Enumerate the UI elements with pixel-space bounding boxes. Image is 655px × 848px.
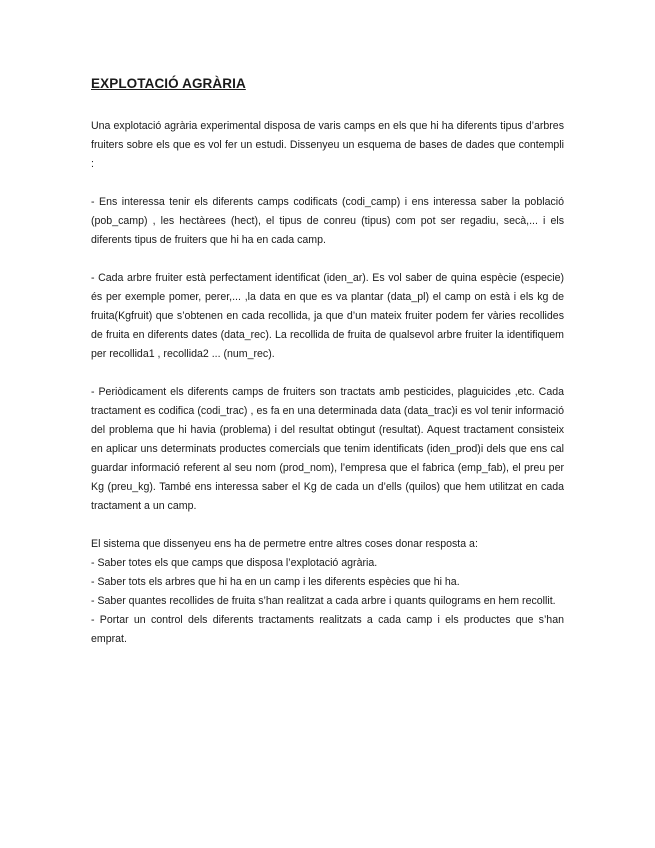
requirements-section [91,535,564,649]
paragraph-treatments: - Periòdicament els diferents camps de fruiters son tractats amb pesticides, plaguicides ,etc. Cada tractament es codifica (codi_trac) , es fa en una determinada data (data_trac)i es vol tenir informació del problema que hi havia (problema) i del resultat obtingut (resultat). Aquest tractament consisteix en aplicar uns determinats productes comercials que tenim identificats (iden_prod)i dels que ens cal guardar informació referent al seu nom (prod_nom), l’empresa que el fabrica (emp_fab), el preu per Kg (preu_kg). També ens interessa saber el Kg de cada un d’ells (quilos) que hem utilitzat en cada tractament a un camp. [91,386,564,512]
intro-paragraph: Una explotació agrària experimental disposa de varis camps en els que hi ha diferents tipus d’arbres fruiters sobre els que es vol fer un estudi. Dissenyeu un esquema de bases de dades que contempli : [91,120,564,170]
requirements-intro: El sistema que dissenyeu ens ha de permetre entre altres coses donar resposta a: [91,538,478,550]
requirement-item: - Portar un control dels diferents tractaments realitzats a cada camp i els productes que s’han emprat. [91,614,564,645]
paragraph-trees: - Cada arbre fruiter està perfectament identificat (iden_ar). Es vol saber de quina espècie (especie) és per exemple pomer, perer,... ,la data en que es va plantar (data_pl) el camp on està i els kg de fruita(Kgfruit) que s’obtenen en cada recollida, ja que d’un mateix fruiter podem fer vàries recollides de fruita en diferents dates (data_rec). La recollida de fruita de qualsevol arbre fruiter la identifiquem per recollida1 , recollida2 ... (num_rec). [91,272,564,360]
document-content [91,76,564,649]
requirement-item: - Saber tots els arbres que hi ha en un camp i les diferents espècies que hi ha. [91,576,460,588]
requirement-item: - Saber quantes recollides de fruita s’han realitzat a cada arbre i quants quilograms en hem recollit. [91,595,556,607]
paragraph-fields: - Ens interessa tenir els diferents camps codificats (codi_camp) i ens interessa saber la població (pob_camp) , les hectàrees (hect), el tipus de conreu (tipus) com pot ser regadiu, secà,... i els diferents tipus de fruiters que hi ha en cada camp. [91,196,564,246]
requirement-item: - Saber totes els que camps que disposa l’explotació agrària. [91,557,378,569]
document-title: EXPLOTACIÓ AGRÀRIA [91,76,246,91]
